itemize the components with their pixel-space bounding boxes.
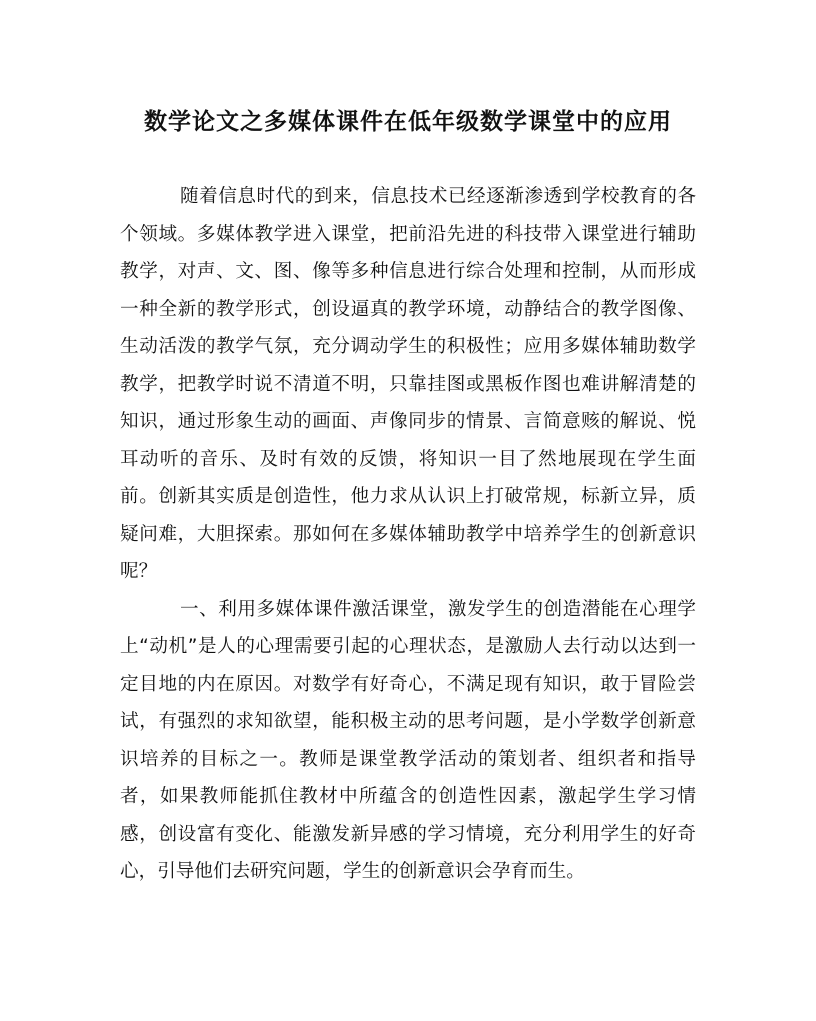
body-paragraph-section-one: 一、利用多媒体课件激活课堂，激发学生的创造潜能在心理学上“动机”是人的心理需要引起的心理状态，是激励人去行动以达到一定目地的内在原因。对数学有好奇心，不满足现有知识，敢于冒险尝试，有强烈的求知欲望，能积极主动的思考问题，是小学数学创新意识培养的目标之一。教师是课堂教学活动的策划者、组织者和指导者，如果教师能抓住教材中所蕴含的创造性因素，激起学生学习情感，创设富有变化、能激发新异感的学习情境，充分利用学生的好奇心，引导他们去研究问题，学生的创新意识会孕育而生。 (120, 598, 696, 882)
document-body (120, 178, 696, 891)
document-title: 数学论文之多媒体课件在低年级数学课堂中的应用 (144, 108, 672, 135)
body-paragraph-intro: 随着信息时代的到来，信息技术已经逐渐渗透到学校教育的各个领域。多媒体教学进入课堂，把前沿先进的科技带入课堂进行辅助教学，对声、文、图、像等多种信息进行综合处理和控制，从而形成一种全新的教学形式，创设逼真的教学环境，动静结合的教学图像、生动活泼的教学气氛，充分调动学生的积极性；应用多媒体辅助数学教学，把教学时说不清道不明，只靠挂图或黑板作图也难讲解清楚的知识，通过形象生动的画面、声像同步的情景、言简意赅的解说、悦耳动听的音乐、及时有效的反馈，将知识一目了然地展现在学生面前。创新其实质是创造性，他力求从认识上打破常规，标新立异，质疑问难，大胆探索。那如何在多媒体辅助教学中培养学生的创新意识呢？ (120, 186, 696, 582)
